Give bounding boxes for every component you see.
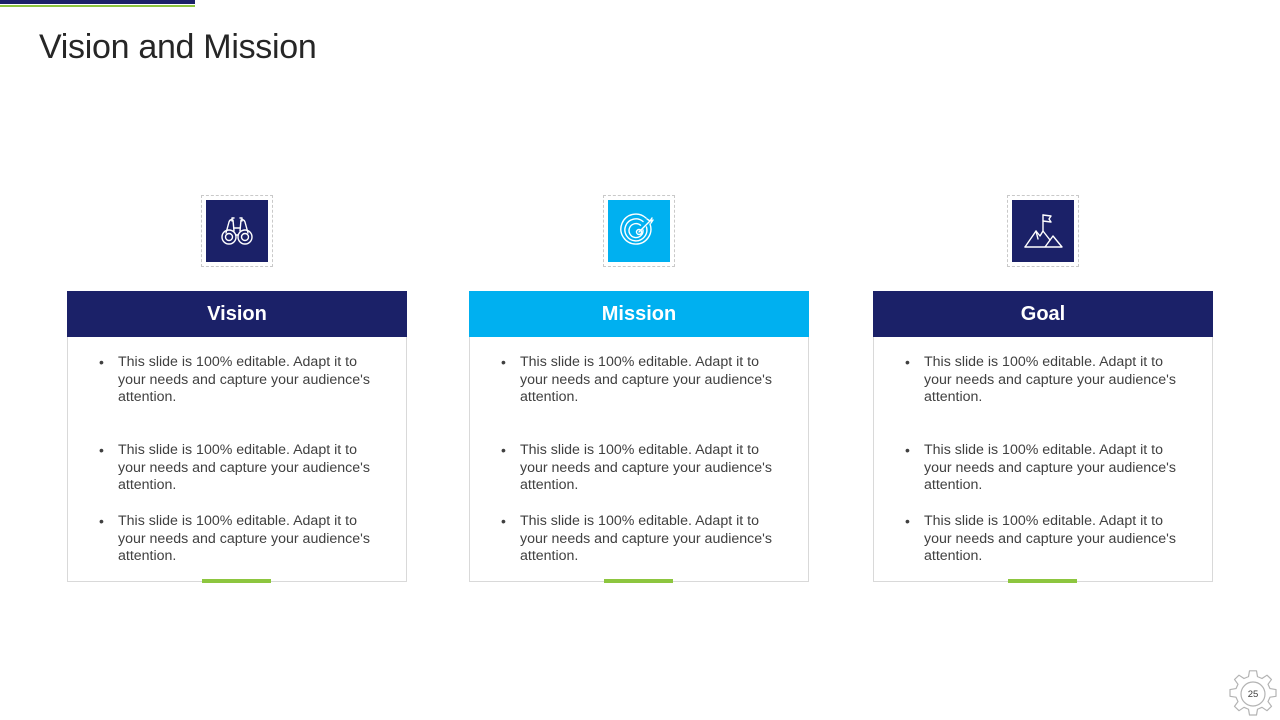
bullet-marker: • (905, 442, 910, 458)
vision-card-header: Vision (67, 291, 407, 337)
vision-card (67, 195, 407, 587)
list-item (501, 354, 782, 407)
mission-card-header: Mission (469, 291, 809, 337)
bullet-text: This slide is 100% editable. Adapt it to your needs and capture your audience's attention. (118, 513, 370, 564)
list-item (905, 354, 1186, 407)
goal-card-underline (1008, 579, 1077, 583)
goal-card-body (873, 337, 1213, 582)
bullet-text: This slide is 100% editable. Adapt it to your needs and capture your audience's attention. (118, 354, 370, 405)
target-icon (617, 209, 661, 253)
mission-card-body (469, 337, 809, 582)
mission-card-underline (604, 579, 673, 583)
vision-card-body (67, 337, 407, 582)
accent-bar-navy (0, 0, 195, 4)
list-item (99, 354, 380, 407)
bullet-text: This slide is 100% editable. Adapt it to your needs and capture your audience's attention. (924, 354, 1176, 405)
vision-icon-box (206, 200, 268, 262)
list-item (99, 442, 380, 495)
bullet-marker: • (501, 354, 506, 370)
page-title: Vision and Mission (39, 28, 317, 66)
page-number: 25 (1247, 688, 1259, 700)
list-item (905, 513, 1186, 566)
bullet-text: This slide is 100% editable. Adapt it to your needs and capture your audience's attention. (520, 442, 772, 493)
list-item (99, 513, 380, 566)
mission-card (469, 195, 809, 587)
goal-card-header: Goal (873, 291, 1213, 337)
vision-card-underline (202, 579, 271, 583)
bullet-marker: • (99, 442, 104, 458)
goal-icon-box (1012, 200, 1074, 262)
page-number-badge (1228, 669, 1278, 719)
bullet-marker: • (99, 354, 104, 370)
vision-icon-frame (201, 195, 273, 267)
bullet-text: This slide is 100% editable. Adapt it to your needs and capture your audience's attention. (924, 513, 1176, 564)
accent-bar-green (0, 5, 195, 7)
top-accent-bar (0, 0, 195, 7)
bullet-text: This slide is 100% editable. Adapt it to your needs and capture your audience's attention. (924, 442, 1176, 493)
mountain-flag-icon (1021, 209, 1065, 253)
list-item (501, 442, 782, 495)
mission-icon-box (608, 200, 670, 262)
list-item (501, 513, 782, 566)
mission-icon-frame (603, 195, 675, 267)
bullet-text: This slide is 100% editable. Adapt it to your needs and capture your audience's attention. (520, 354, 772, 405)
goal-icon-frame (1007, 195, 1079, 267)
goal-card (873, 195, 1213, 587)
bullet-marker: • (501, 513, 506, 529)
binoculars-icon (215, 209, 259, 253)
bullet-text: This slide is 100% editable. Adapt it to your needs and capture your audience's attention. (520, 513, 772, 564)
bullet-marker: • (905, 354, 910, 370)
bullet-text: This slide is 100% editable. Adapt it to your needs and capture your audience's attention. (118, 442, 370, 493)
list-item (905, 442, 1186, 495)
bullet-marker: • (99, 513, 104, 529)
bullet-marker: • (905, 513, 910, 529)
bullet-marker: • (501, 442, 506, 458)
